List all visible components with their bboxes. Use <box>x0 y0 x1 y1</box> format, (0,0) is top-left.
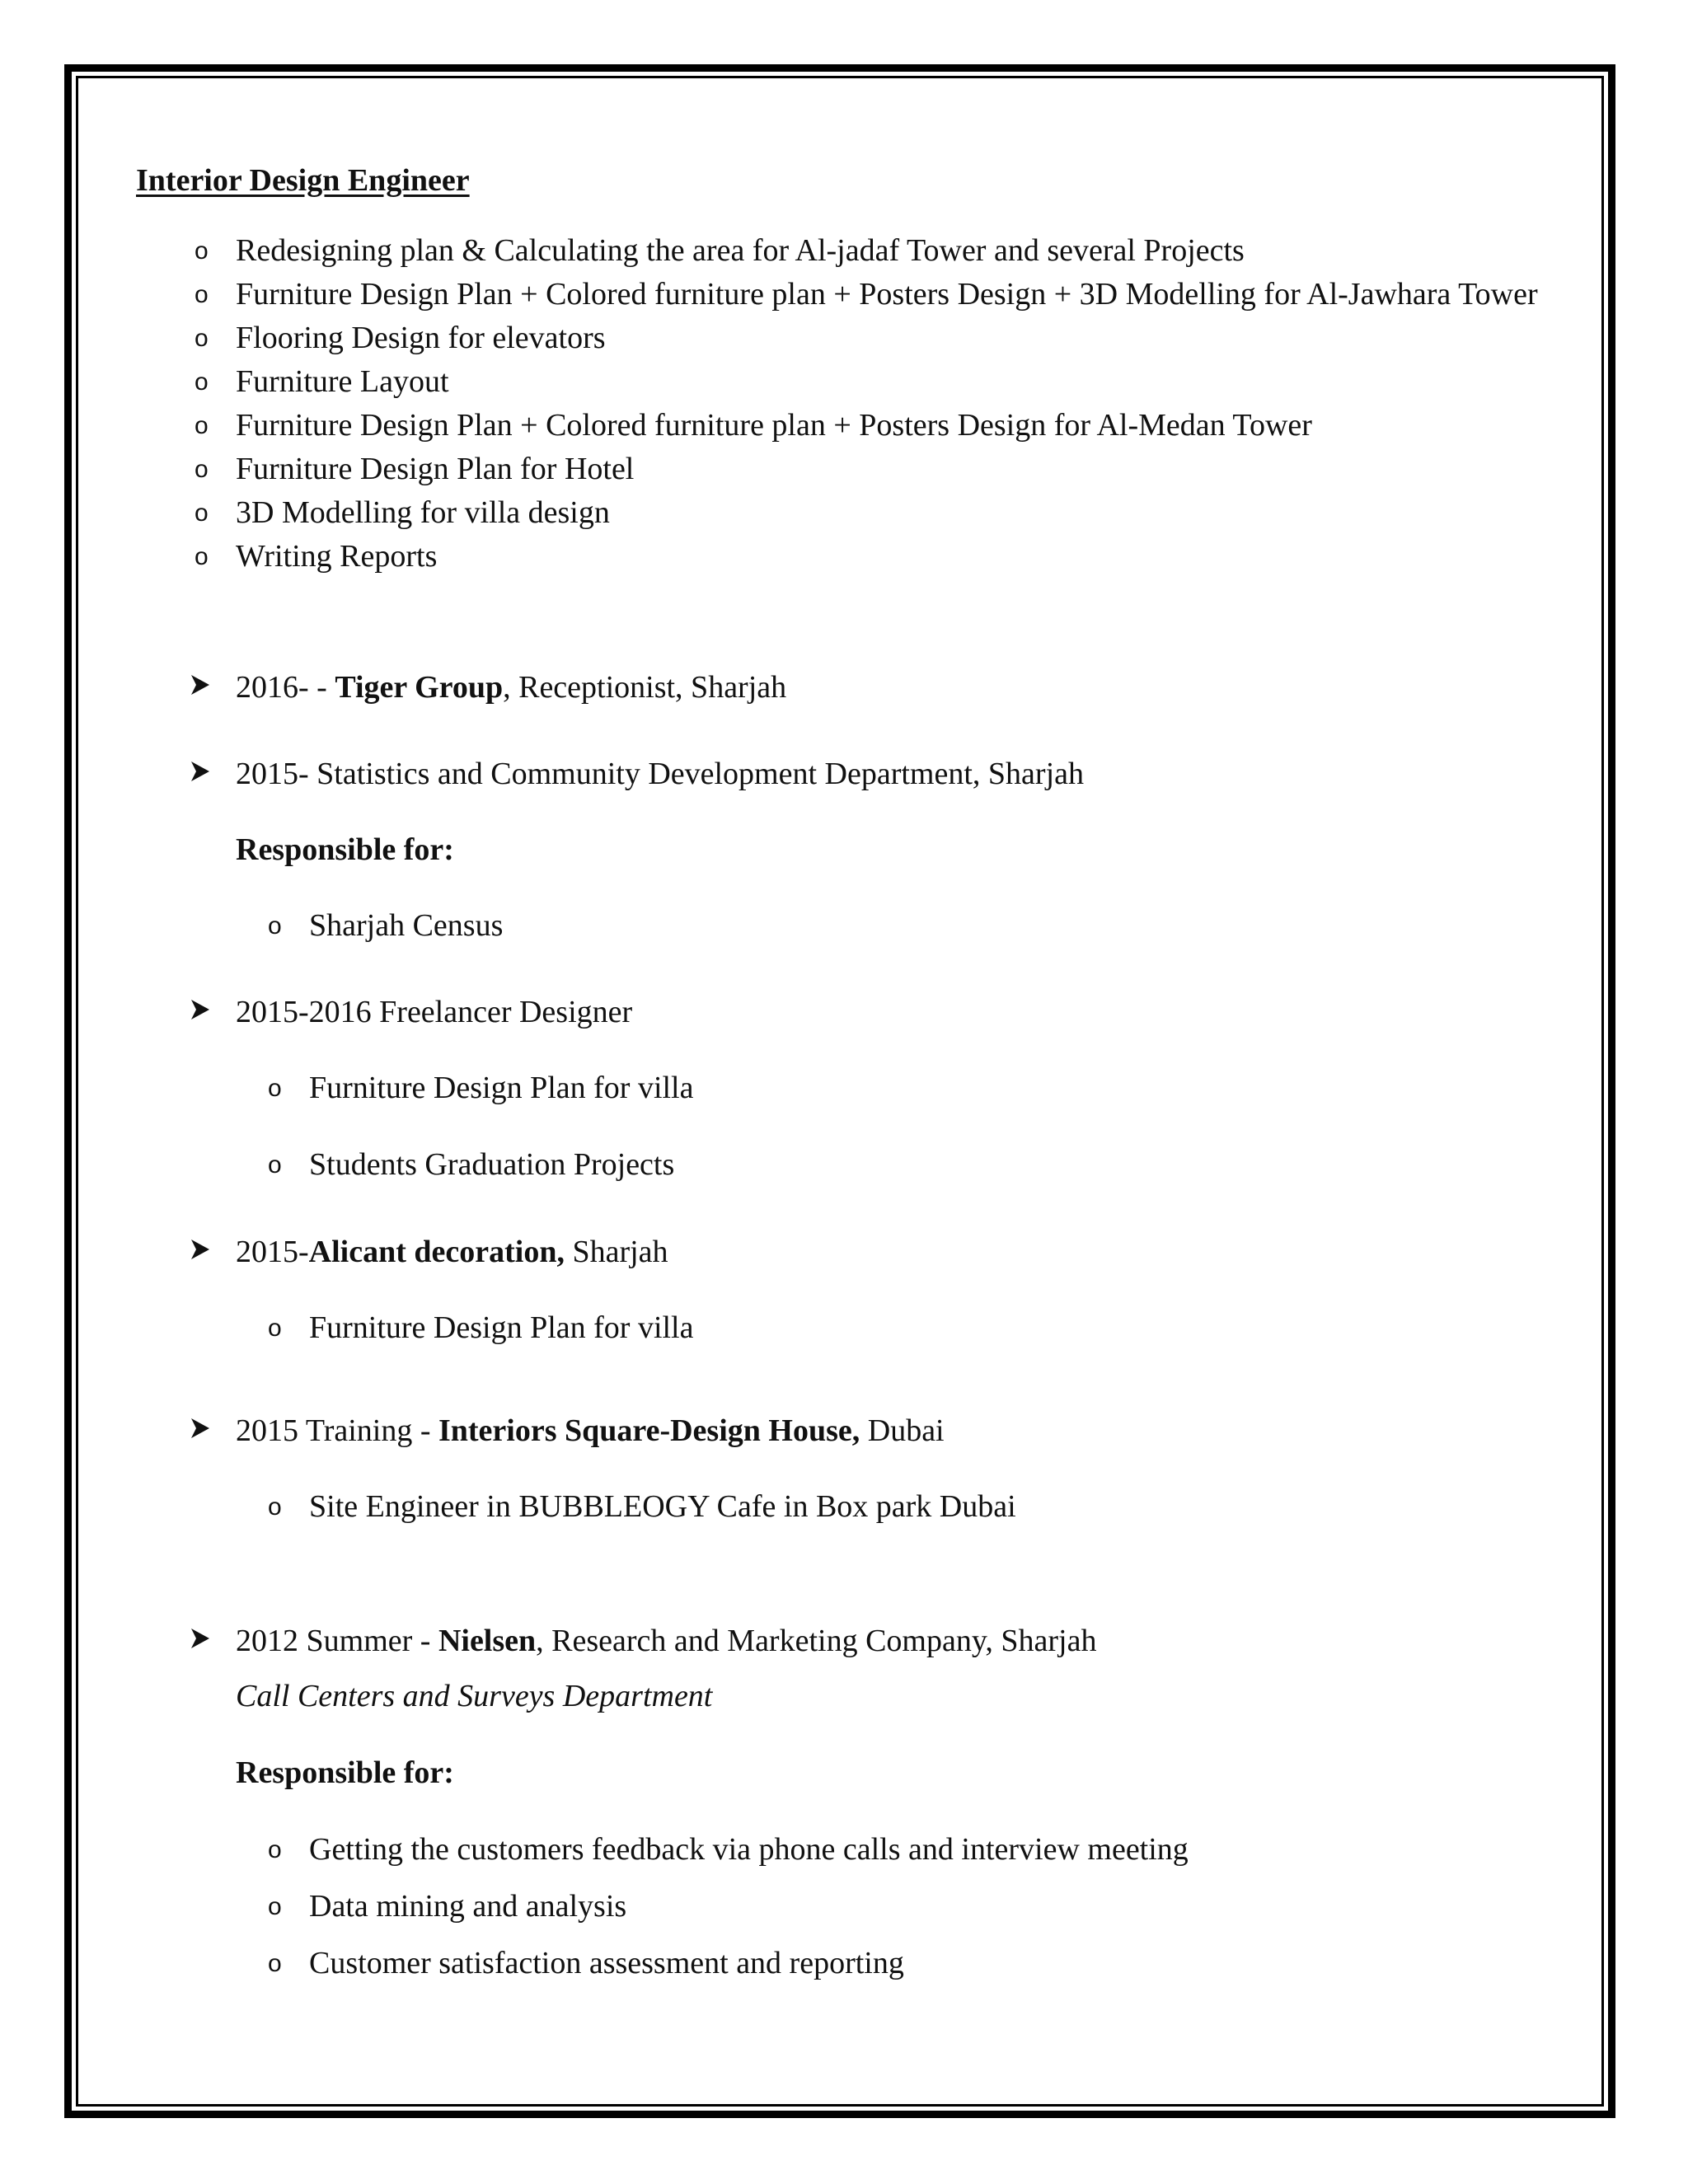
nielsen-task-list <box>268 1828 1545 1985</box>
list-item: o Site Engineer in BUBBLEOGY Cafe in Box park Dubai <box>309 1485 1545 1529</box>
alicant-task-list <box>268 1306 1545 1350</box>
list-item: o Furniture Design Plan for Hotel <box>236 448 1554 491</box>
nielsen-department: Call Centers and Surveys Department <box>236 1679 713 1713</box>
list-item: o Redesigning plan & Calculating the area for Al-jadaf Tower and several Projects <box>236 229 1554 273</box>
responsible-heading: Responsible for: <box>236 1755 454 1790</box>
arrow-bullet-icon <box>188 991 213 1028</box>
bullet-circle-icon: o <box>268 1836 282 1863</box>
arrow-bullet-icon <box>188 1620 213 1657</box>
arrow-bullet-icon <box>188 1410 213 1446</box>
entry-alicant-decoration: 2015-Alicant decoration, Sharjah <box>236 1230 1554 1274</box>
arrow-bullet-icon <box>188 1231 213 1268</box>
arrow-bullet-icon <box>188 667 213 703</box>
list-item: o Students Graduation Projects <box>309 1143 1545 1187</box>
freelancer-task-list <box>268 1066 1545 1187</box>
bullet-circle-icon: o <box>268 1075 282 1102</box>
bullet-circle-icon: o <box>195 456 209 483</box>
bullet-circle-icon: o <box>268 1315 282 1342</box>
bullet-circle-icon: o <box>195 281 209 308</box>
list-item: o Sharjah Census <box>309 904 1545 948</box>
responsible-heading: Responsible for: <box>236 832 454 867</box>
bullet-circle-icon: o <box>195 543 209 570</box>
bullet-circle-icon: o <box>195 325 209 352</box>
list-item: o Furniture Design Plan for villa <box>309 1066 1545 1110</box>
bullet-circle-icon: o <box>268 912 282 940</box>
list-item: o Flooring Design for elevators <box>236 316 1554 360</box>
list-item: o 3D Modelling for villa design <box>236 491 1554 535</box>
bullet-circle-icon: o <box>268 1893 282 1920</box>
entry-freelancer: 2015-2016 Freelancer Designer <box>236 991 1554 1034</box>
bullet-circle-icon: o <box>195 237 209 265</box>
entry-statistics-department: 2015- Statistics and Community Development Department, Sharjah <box>236 752 1554 796</box>
entry-interiors-square-training: 2015 Training - Interiors Square-Design House, Dubai <box>236 1409 1554 1453</box>
statistics-task-list <box>268 904 1545 948</box>
interior-task-list <box>195 229 1554 579</box>
bullet-circle-icon: o <box>268 1151 282 1179</box>
bullet-circle-icon: o <box>195 368 209 396</box>
section-title: Interior Design Engineer <box>136 163 470 198</box>
list-item: o Writing Reports <box>236 535 1554 579</box>
list-item: o Getting the customers feedback via phone calls and interview meeting <box>309 1828 1545 1872</box>
list-item: o Furniture Design Plan for villa <box>309 1306 1545 1350</box>
entry-tiger-group: 2016- - Tiger Group, Receptionist, Sharjah <box>236 666 1554 710</box>
list-item: o Furniture Layout <box>236 360 1554 404</box>
list-item: o Customer satisfaction assessment and reporting <box>309 1942 1545 1985</box>
bullet-circle-icon: o <box>195 412 209 439</box>
bullet-circle-icon: o <box>195 499 209 527</box>
arrow-bullet-icon <box>188 753 213 790</box>
list-item: o Furniture Design Plan + Colored furniture plan + Posters Design for Al-Medan Tower <box>236 404 1554 448</box>
bullet-circle-icon: o <box>268 1950 282 1977</box>
bullet-circle-icon: o <box>268 1493 282 1521</box>
entry-nielsen: 2012 Summer - Nielsen, Research and Marketing Company, Sharjah <box>236 1619 1554 1663</box>
training-task-list <box>268 1485 1545 1529</box>
list-item: o Data mining and analysis <box>309 1885 1545 1929</box>
list-item: o Furniture Design Plan + Colored furniture plan + Posters Design + 3D Modelling for Al-Jawhara Tower <box>236 273 1554 316</box>
